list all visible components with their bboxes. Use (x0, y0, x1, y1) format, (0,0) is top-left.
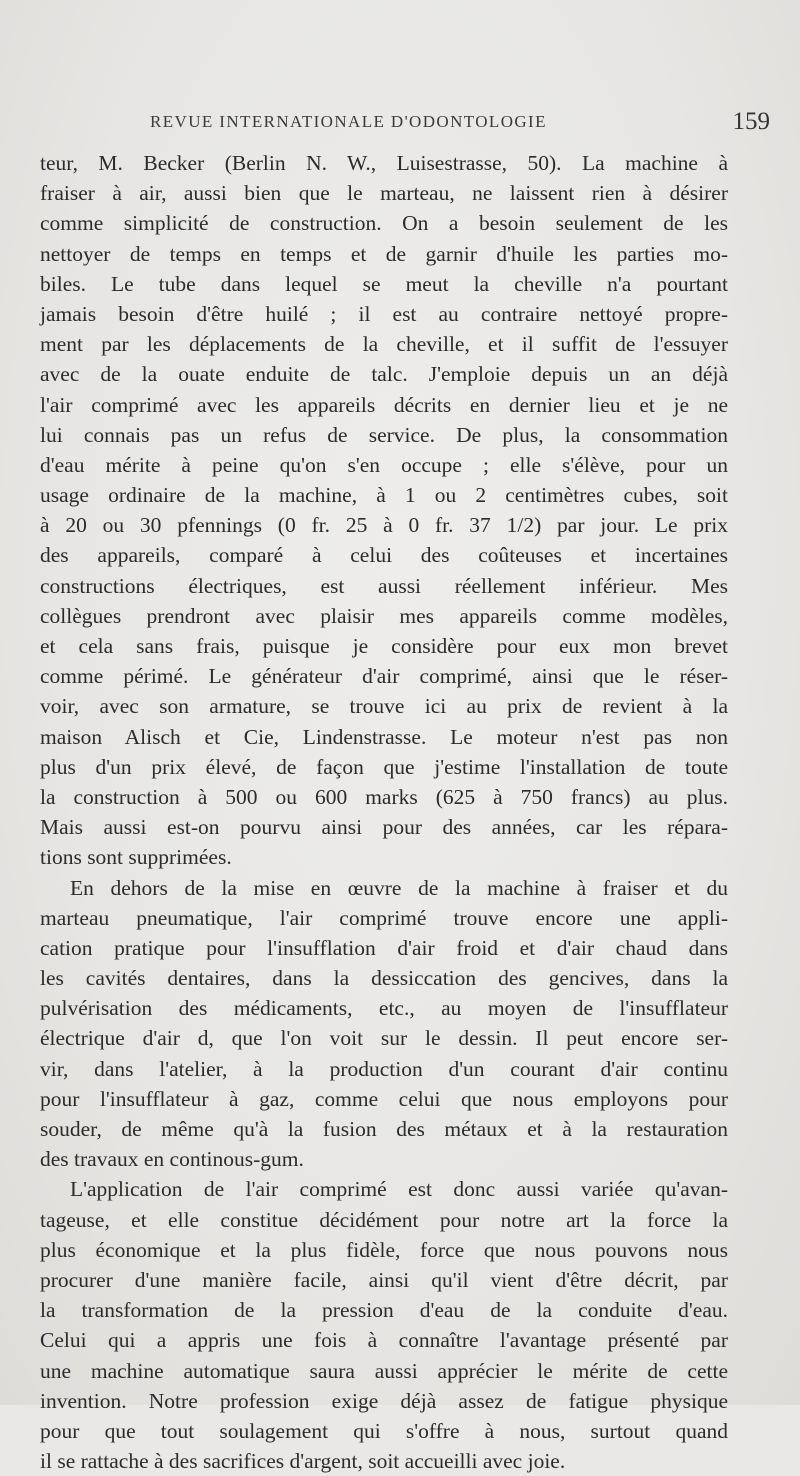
text-line: lui connais pas un refus de service. De plus, la consommation (40, 422, 728, 447)
text-line: avec de la ouate enduite de talc. J'emploie depuis un an déjà (40, 362, 728, 387)
text-line: pour que tout soulagement qui s'offre à nous, surtout quand (40, 1418, 728, 1443)
text-line: pulvérisation des médicaments, etc., au moyen de l'insufflateur (40, 996, 728, 1021)
paragraph-end-line: des travaux en continous-gum. (40, 1147, 304, 1172)
text-line: collègues prendront avec plaisir mes appareils comme modèles, (40, 603, 728, 628)
body-text (40, 148, 728, 1476)
text-line: Mais aussi est-on pourvu ainsi pour des années, car les répara- (40, 815, 728, 840)
paragraph-end-line: il se rattache à des sacrifices d'argent, soit accueilli avec joie. (40, 1449, 566, 1474)
text-line: à 20 ou 30 pfennings (0 fr. 25 à 0 fr. 37 1/2) par jour. Le prix (40, 513, 728, 538)
paragraph-start-line: L'application de l'air comprimé est donc aussi variée qu'avan- (70, 1177, 728, 1202)
text-line: plus économique et la plus fidèle, force que nous pouvons nous (40, 1237, 728, 1262)
running-title: REVUE INTERNATIONALE D'ODONTOLOGIE (150, 112, 547, 131)
text-line: maison Alisch et Cie, Lindenstrasse. Le moteur n'est pas non (40, 724, 728, 749)
text-line: invention. Notre profession exige déjà assez de fatigue physique (40, 1388, 728, 1413)
text-line: Celui qui a appris une fois à connaître l'avantage présenté par (40, 1328, 728, 1353)
text-line: cation pratique pour l'insufflation d'air froid et d'air chaud dans (40, 935, 728, 960)
text-line: la construction à 500 ou 600 marks (625 à 750 francs) au plus. (40, 784, 728, 809)
text-line: vir, dans l'atelier, à la production d'un courant d'air continu (40, 1056, 728, 1081)
paragraph-end-line: tions sont supprimées. (40, 845, 232, 870)
text-line: fraiser à air, aussi bien que le marteau, ne laissent rien à désirer (40, 181, 728, 206)
text-line: biles. Le tube dans lequel se meut la cheville n'a pourtant (40, 271, 728, 296)
text-line: électrique d'air d, que l'on voit sur le dessin. Il peut encore ser- (40, 1026, 728, 1051)
text-line: comme simplicité de construction. On a besoin seulement de les (40, 211, 728, 236)
text-line: usage ordinaire de la machine, à 1 ou 2 centimètres cubes, soit (40, 483, 728, 508)
text-line: et cela sans frais, puisque je considère pour eux mon brevet (40, 634, 728, 658)
text-line: nettoyer de temps en temps et de garnir d'huile les parties mo- (40, 241, 728, 266)
text-line: voir, avec son armature, se trouve ici au prix de revient à la (40, 694, 728, 719)
text-line: la transformation de la pression d'eau de la conduite d'eau. (40, 1298, 728, 1323)
text-line: l'air comprimé avec les appareils décrits en dernier lieu et je ne (40, 392, 728, 417)
text-line: marteau pneumatique, l'air comprimé trouve encore une appli- (40, 905, 728, 930)
text-line: des appareils, comparé à celui des coûteuses et incertaines (40, 543, 728, 568)
page-header (40, 108, 780, 142)
text-line: pour l'insufflateur à gaz, comme celui que nous employons pour (40, 1086, 728, 1111)
text-line: plus d'un prix élevé, de façon que j'estime l'installation de toute (40, 754, 728, 779)
text-line: jamais besoin d'être huilé ; il est au contraire nettoyé propre- (40, 301, 728, 326)
text-line: constructions électriques, est aussi réellement inférieur. Mes (40, 573, 728, 598)
text-line: teur, M. Becker (Berlin N. W., Luisestrasse, 50). La machine à (40, 151, 728, 175)
page-number: 159 (732, 108, 770, 135)
text-line: ment par les déplacements de la cheville, et il suffit de l'essuyer (40, 332, 728, 357)
text-line: les cavités dentaires, dans la dessiccation des gencives, dans la (40, 966, 728, 991)
text-line: tageuse, et elle constitue décidément pour notre art la force la (40, 1207, 728, 1232)
text-line: comme périmé. Le générateur d'air comprimé, ainsi que le réser- (40, 664, 728, 689)
text-line: procurer d'une manière facile, ainsi qu'il vient d'être décrit, par (40, 1267, 728, 1292)
paragraph-start-line: En dehors de la mise en œuvre de la machine à fraiser et du (70, 875, 728, 900)
text-line: d'eau mérite à peine qu'on s'en occupe ; elle s'élève, pour un (40, 452, 728, 477)
text-line: souder, de même qu'à la fusion des métaux et à la restauration (40, 1117, 728, 1141)
text-line: une machine automatique saura aussi apprécier le mérite de cette (40, 1358, 728, 1383)
